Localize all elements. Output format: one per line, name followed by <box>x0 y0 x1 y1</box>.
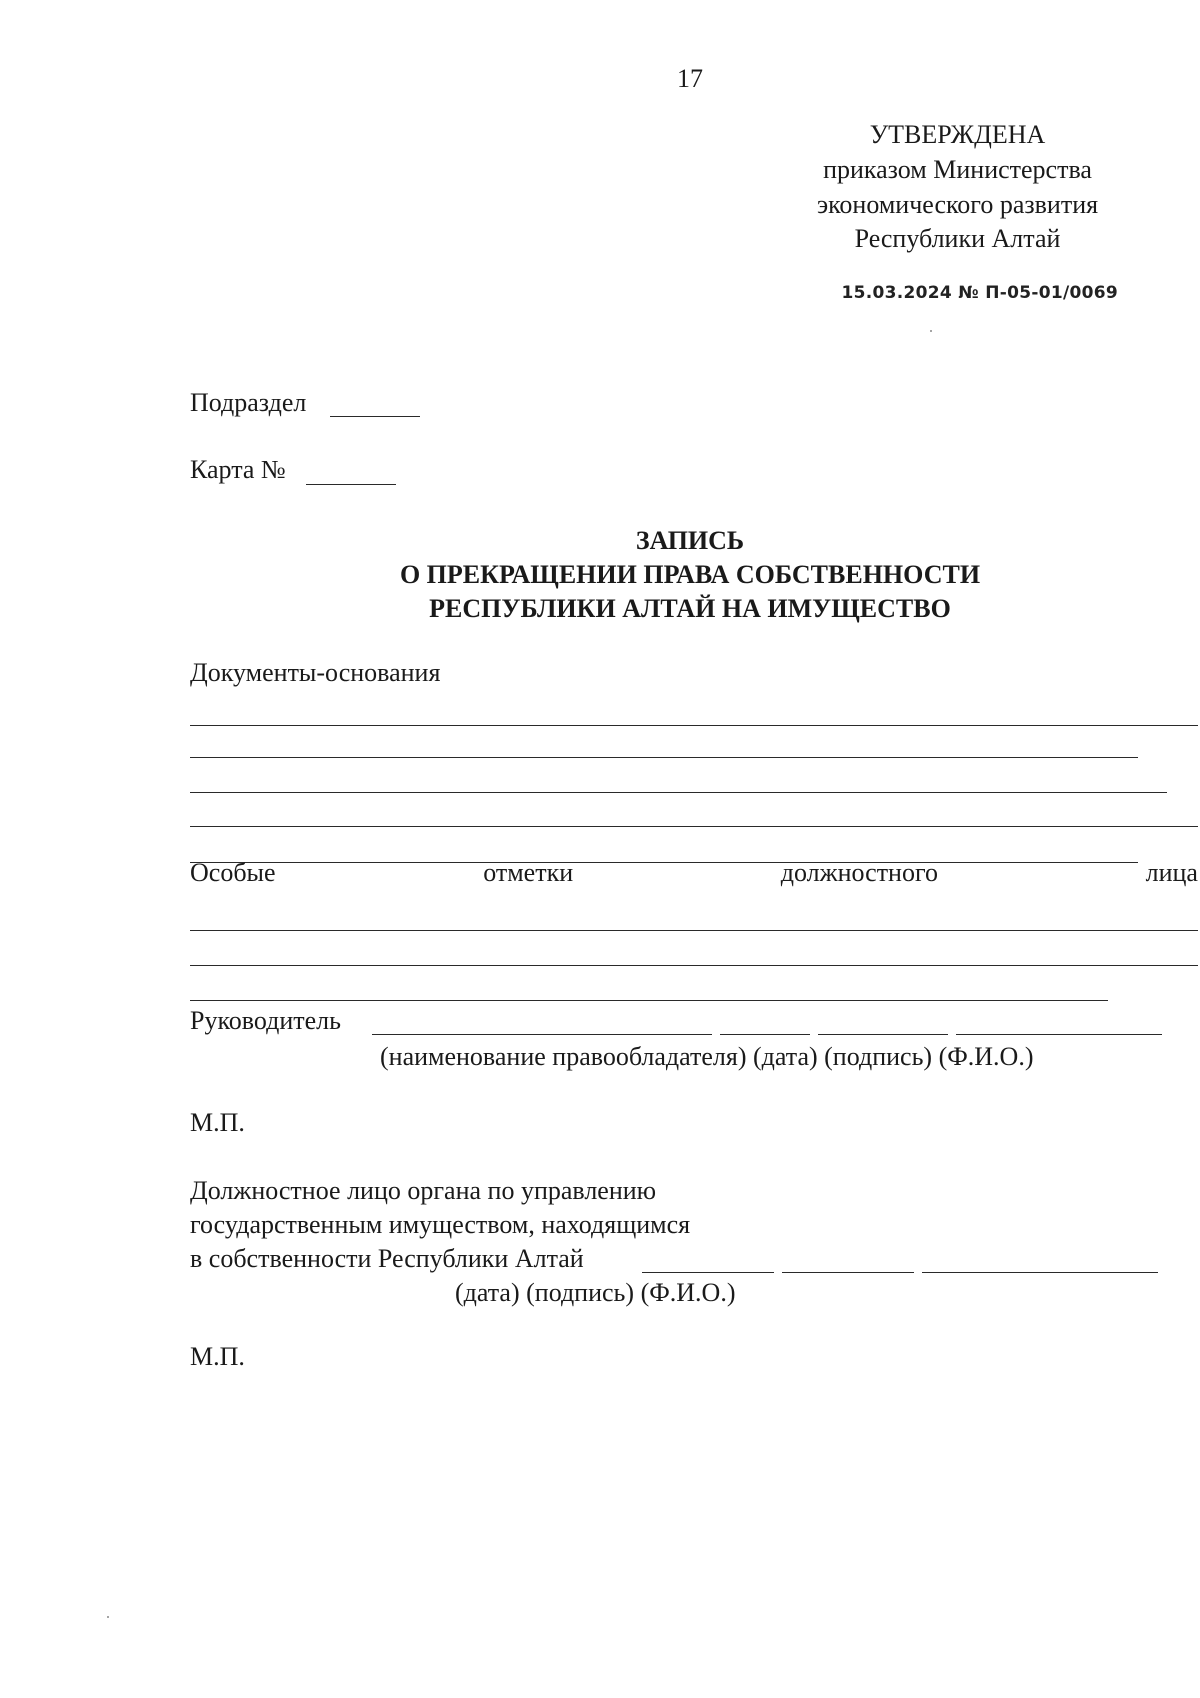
document-title-line2: О ПРЕКРАЩЕНИИ ПРАВА СОБСТВЕННОСТИ <box>399 560 981 589</box>
special-notes-word-1: Особые <box>190 858 276 887</box>
documents-line-4 <box>190 826 1198 827</box>
owner-name-blank <box>372 1034 712 1035</box>
official-caption: (дата) (подпись) (Ф.И.О.) <box>455 1278 736 1307</box>
documents-line-3 <box>190 792 1167 793</box>
head-date-blank <box>720 1034 810 1035</box>
special-notes-word-3: должностного <box>780 858 938 887</box>
subsection-blank <box>330 416 420 417</box>
official-line-3: в собственности Республики Алтай <box>190 1244 584 1273</box>
official-date-blank <box>642 1272 774 1273</box>
official-fio-blank <box>922 1272 1158 1273</box>
card-number-blank <box>306 484 396 485</box>
notes-line-3 <box>190 1000 1108 1001</box>
special-notes-word-4: лица <box>1145 858 1198 887</box>
page-number: 17 <box>677 64 703 93</box>
approval-title: УТВЕРЖДЕНА <box>869 120 1046 149</box>
approval-line-ministry: приказом Министерства <box>823 155 1092 184</box>
subsection-label: Подраздел <box>190 388 307 417</box>
seal-label-2: М.П. <box>190 1342 245 1371</box>
documents-line-2 <box>190 757 1138 758</box>
seal-label-1: М.П. <box>190 1108 245 1137</box>
head-label: Руководитель <box>190 1006 341 1035</box>
head-signature-blank <box>818 1034 948 1035</box>
official-line-1: Должностное лицо органа по управлению <box>190 1176 657 1205</box>
documents-line-1 <box>190 725 1198 726</box>
head-fio-blank <box>956 1034 1162 1035</box>
notes-line-1 <box>190 930 1198 931</box>
head-caption: (наименование правообладателя) (дата) (подпись) (Ф.И.О.) <box>380 1042 1034 1071</box>
order-reference: 15.03.2024 № П-05-01/0069 <box>841 283 1118 303</box>
approval-line-republic: Республики Алтай <box>854 224 1061 253</box>
document-title: ЗАПИСЬ <box>635 526 745 555</box>
scan-speck <box>930 330 932 332</box>
document-title-line3: РЕСПУБЛИКИ АЛТАЙ НА ИМУЩЕСТВО <box>429 594 951 623</box>
documents-basis-label: Документы-основания <box>190 658 441 687</box>
card-number-label: Карта № <box>190 455 286 484</box>
official-line-2: государственным имуществом, находящимся <box>190 1210 691 1239</box>
approval-line-economic: экономического развития <box>816 190 1099 219</box>
official-signature-blank <box>782 1272 914 1273</box>
notes-line-2 <box>190 965 1198 966</box>
special-notes-word-2: отметки <box>483 858 574 887</box>
special-notes-heading <box>190 858 1198 888</box>
scan-speck <box>107 1616 109 1618</box>
